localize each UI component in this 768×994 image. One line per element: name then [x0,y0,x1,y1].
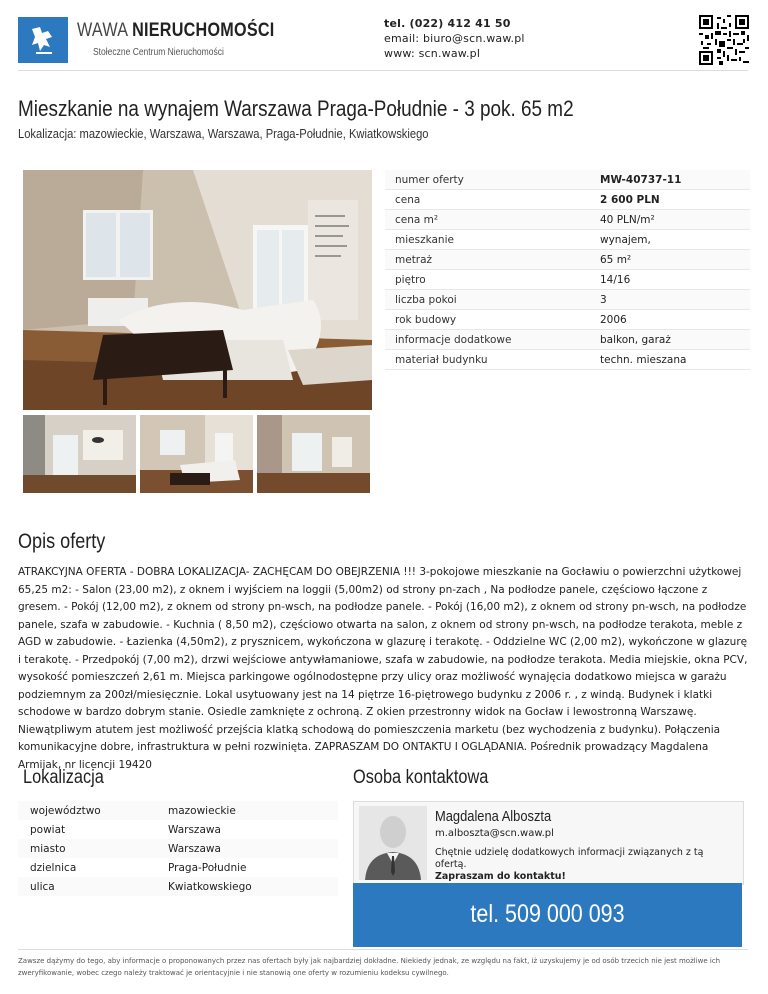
logo-name: WAWA NIERUCHOMOŚCI [77,20,275,41]
location-label: powiat [30,823,66,836]
detail-value: techn. mieszana [600,353,687,366]
location-row [18,877,338,896]
qr-code-icon [699,15,749,65]
detail-label: mieszkanie [395,233,454,246]
location-table [18,801,338,896]
location-value: mazowieckie [168,804,236,817]
description-heading: Opis oferty [18,530,106,553]
thumbnail-photo[interactable] [23,415,136,493]
detail-value: 14/16 [600,273,631,286]
avatar [359,806,427,880]
agent-note-text: Chętnie udzielę dodatkowych informacji związanych z tą ofertą. [435,847,704,870]
header-phone: tel. (022) 412 41 50 [384,17,511,30]
logo-subtitle: Stołeczne Centrum Nieruchomości [93,47,224,58]
detail-label: materiał budynku [395,353,488,366]
location-label: miasto [30,842,66,855]
location-row [18,801,338,820]
detail-row [385,350,750,370]
detail-row [385,270,750,290]
footer-divider [18,949,748,950]
phone-banner[interactable] [353,883,742,947]
description-text: ATRAKCYJNA OFERTA - DOBRA LOKALIZACJA- ZACHĘCAM DO OBEJRZENIA !!! 3-pokojowe mieszkanie na Gocławiu o powierzchni użytkowej 65,25 m2: - Salon (23,00 m2), z oknem i wyjściem na loggii (5,00m2) od strony pn-zach , Na podłodze panele, częściowo łączone z gresem. - Pokój (12,00 m2), z oknem od strony pn-wsch, na podłodze panele. - Pokój (16,00 m2), z oknem od strony pn-wsch, na podłodze panele, szafa w zabudowie. - Kuchnia ( 8,50 m2), częściowo otwarta na salon, z oknem od strony pn-wsch, na podłodze terakota, meble z AGD w zabudowie. - Łazienka (4,50m2), z prysznicem, wykończona w glazurę i terakotę. - Oddzielne WC (2,00 m2), wykończone w glazurę i terakotę. - Przedpokój (7,00 m2), drzwi wejściowe antywłamaniowe, szafa w zabudowie, na podłodze terakota. Media miejskie, okna PCV, wysokość pomieszczeń 2,61 m. Miejsca parkingowe ogólnodostępne przy ulicy oraz możliwość wynajęcia dodatkowo miejsca w garażu podziemnym za 200zł/miesięcznie. Lokal usytuowany jest na 14 piętrze 16-piętrowego budynku z 2006 r. , z windą. Budynek i klatki schodowe w bardzo dobrym stanie. Osiedle zamknięte z ochroną. Z okien przestronny widok na Gocław i lewostronną Warszawę. Niewątpliwym atutem jest możliwość przejścia klatką schodową do pomieszczenia marketu (bez wychodzenia z budynku). Połączenia komunikacyjne dobre, infrastruktura w pełni rozwinięta. ZAPRASZAM DO ONTAKTU I OGLĄDANIA. Pośrednik prowadzący Magdalena Armijak, nr licencji 19420 [18,566,748,771]
logo[interactable] [18,17,68,63]
footer-disclaimer: Zawsze dążymy do tego, aby informacje o proponowanych przez nas ofertach były jak najbardziej dokładne. Niekiedy jednak, ze względu na fakt, iż uzyskujemy je od osób trzecich nie jest możliwe ich zweryfikowanie, wobec czego należy traktować je orientacyjnie i nie stanowią one oferty w rozumieniu kodeksu cywilnego. [18,957,721,977]
detail-label: piętro [395,273,426,286]
header-www: www: scn.waw.pl [384,47,481,60]
thumbnail-photo[interactable] [140,415,253,493]
location-row [18,839,338,858]
detail-label: informacje dodatkowe [395,333,512,346]
detail-label: metraż [395,253,433,266]
detail-row [385,230,750,250]
detail-label: cena m² [395,213,439,226]
location-value: Warszawa [168,842,221,855]
location-value: Praga-Południe [168,861,247,874]
header-divider [18,70,748,71]
location-row [18,858,338,877]
main-photo[interactable] [23,170,372,410]
detail-value: 3 [600,293,607,306]
agent-note-bold: Zapraszam do kontaktu! [435,871,566,882]
detail-label: cena [395,193,421,206]
detail-row [385,310,750,330]
location-heading: Lokalizacja [23,767,104,788]
location-label: ulica [30,880,55,893]
location-value: Kwiatkowskiego [168,880,252,893]
detail-value: MW-40737-11 [600,173,682,186]
detail-value: 2 600 PLN [600,193,660,206]
detail-value: 65 m² [600,253,632,266]
detail-row [385,250,750,270]
detail-value: balkon, garaż [600,333,671,346]
detail-value: 40 PLN/m² [600,213,655,226]
contact-heading: Osoba kontaktowa [353,767,489,788]
agent-note [435,847,735,883]
detail-value: 2006 [600,313,627,326]
location-line: Lokalizacja: mazowieckie, Warszawa, Warszawa, Praga-Południe, Kwiatkowskiego [18,126,429,141]
agent-email[interactable]: m.alboszta@scn.waw.pl [435,828,554,839]
thumbnail-photo[interactable] [257,415,370,493]
logo-icon [18,17,68,63]
detail-value: wynajem, [600,233,651,246]
page-title: Mieszkanie na wynajem Warszawa Praga-Południe - 3 pok. 65 m2 [18,96,574,121]
location-label: województwo [30,804,101,817]
agent-name: Magdalena Alboszta [435,808,552,825]
detail-row [385,330,750,350]
location-row [18,820,338,839]
offer-details-table [385,170,750,370]
detail-label: numer oferty [395,173,464,186]
detail-row [385,190,750,210]
contact-card [353,801,744,885]
detail-row [385,290,750,310]
detail-row [385,170,750,190]
detail-label: liczba pokoi [395,293,457,306]
header-email: email: biuro@scn.waw.pl [384,32,525,45]
location-value: Warszawa [168,823,221,836]
header-contact [384,16,525,61]
phone-number: tel. 509 000 093 [470,900,625,928]
detail-label: rok budowy [395,313,457,326]
location-label: dzielnica [30,861,77,874]
detail-row [385,210,750,230]
